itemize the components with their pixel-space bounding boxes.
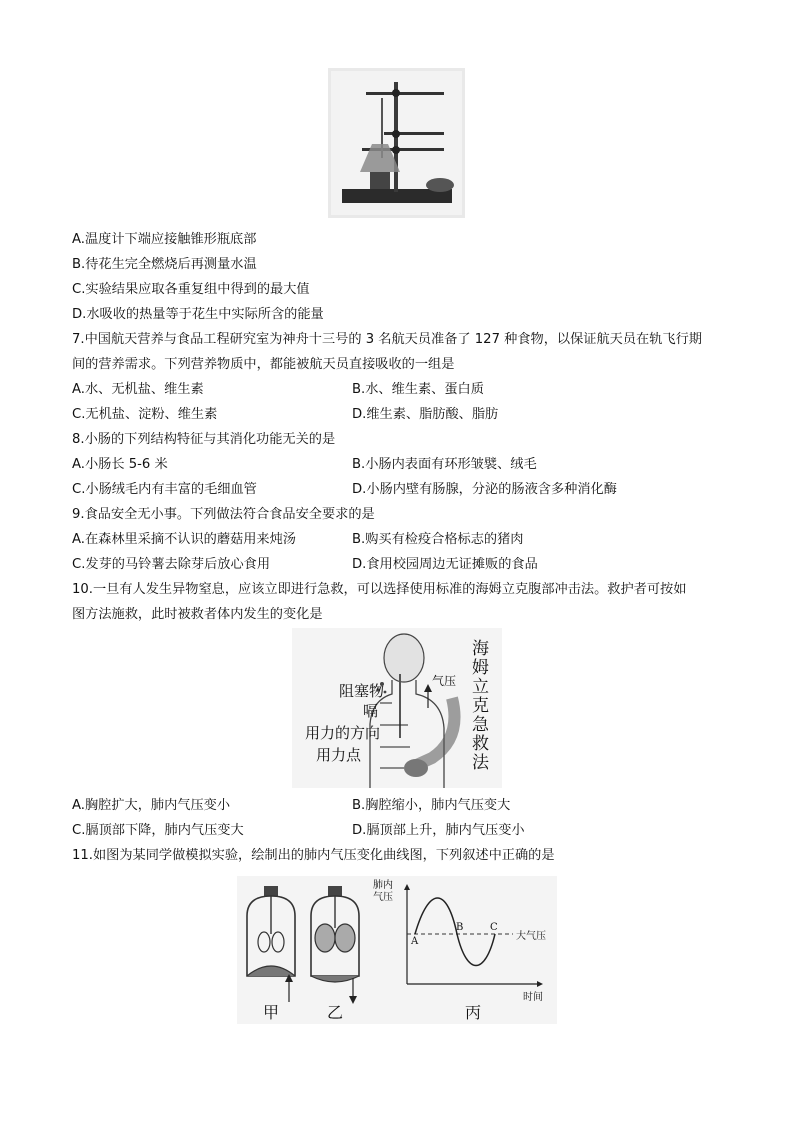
panel-label-bing: 丙 bbox=[465, 1003, 482, 1022]
q7-option-d: D.维生素、脂肪酸、脂肪 bbox=[352, 407, 499, 422]
q8-stem: 8.小肠的下列结构特征与其消化功能无关的是 bbox=[72, 432, 336, 447]
q9-option-b: B.购买有检疫合格标志的猪肉 bbox=[352, 532, 524, 547]
q8-option-c: C.小肠绒毛内有丰富的毛细血管 bbox=[72, 482, 257, 497]
heimlich-label-force-point: 用力点 bbox=[316, 746, 362, 764]
q6-option-b: B.待花生完全燃烧后再测量水温 bbox=[72, 257, 257, 272]
heimlich-label-obstruction: 阻塞物 bbox=[339, 682, 385, 700]
q7-option-c: C.无机盐、淀粉、维生素 bbox=[72, 407, 218, 422]
q10-option-a: A.胸腔扩大，肺内气压变小 bbox=[72, 798, 231, 813]
heimlich-figure bbox=[292, 628, 502, 788]
heimlich-label-hiccup: 嗝 bbox=[363, 702, 379, 720]
q10-option-c: C.膈顶部下降，肺内气压变大 bbox=[72, 823, 244, 838]
q9-option-a: A.在森林里采摘不认识的蘑菇用来炖汤 bbox=[72, 532, 296, 547]
q7-stem-line1: 7.中国航天营养与食品工程研究室为神舟十三号的 3 名航天员准备了 127 种食物，以保证航天员在轨飞行期 bbox=[72, 332, 702, 347]
lung-model-figure bbox=[237, 876, 557, 1024]
q11-stem: 11.如图为某同学做模拟实验，绘制出的肺内气压变化曲线图，下列叙述中正确的是 bbox=[72, 848, 555, 863]
q8-option-d: D.小肠内壁有肠腺，分泌的肠液含多种消化酶 bbox=[352, 482, 617, 497]
apparatus-figure bbox=[328, 68, 465, 218]
panel-label-jia: 甲 bbox=[263, 1003, 280, 1022]
x-axis-label: 时间 bbox=[523, 992, 543, 1003]
q7-option-b: B.水、维生素、蛋白质 bbox=[352, 382, 484, 397]
y-axis-label: 肺内气压 bbox=[373, 880, 393, 903]
curve-point-c: C bbox=[490, 922, 498, 933]
q10-option-b: B.胸腔缩小，肺内气压变大 bbox=[352, 798, 511, 813]
q10-stem-line2: 图方法施救，此时被救者体内发生的变化是 bbox=[72, 607, 323, 622]
q9-stem: 9.食品安全无小事。下列做法符合食品安全要求的是 bbox=[72, 507, 375, 522]
q6-option-c: C.实验结果应取各重复组中得到的最大值 bbox=[72, 282, 310, 297]
curve-point-a: A bbox=[411, 936, 419, 947]
curve-point-b: B bbox=[456, 922, 464, 933]
q8-option-b: B.小肠内表面有环形皱襞、绒毛 bbox=[352, 457, 537, 472]
q9-option-d: D.食用校园周边无证摊贩的食品 bbox=[352, 557, 538, 572]
heimlich-vertical-title: 海姆立克急救法 bbox=[472, 639, 489, 773]
q10-stem-line1: 10.一旦有人发生异物窒息，应该立即进行急救，可以选择使用标准的海姆立克腹部冲击法。救护者可按如 bbox=[72, 582, 687, 597]
q9-option-c: C.发芽的马铃薯去除芽后放心食用 bbox=[72, 557, 271, 572]
panel-label-yi: 乙 bbox=[327, 1003, 344, 1022]
q6-option-a: A.温度计下端应接触锥形瓶底部 bbox=[72, 232, 257, 247]
reference-line-label: 大气压 bbox=[516, 931, 546, 942]
q8-option-a: A.小肠长 5-6 米 bbox=[72, 457, 168, 472]
q6-option-d: D.水吸收的热量等于花生中实际所含的能量 bbox=[72, 307, 324, 322]
q7-option-a: A.水、无机盐、维生素 bbox=[72, 382, 204, 397]
heimlich-label-air: 气压 bbox=[432, 674, 457, 688]
q7-stem-line2: 间的营养需求。下列营养物质中，都能被航天员直接吸收的一组是 bbox=[72, 357, 455, 372]
heimlich-label-force-direction: 用力的方向 bbox=[305, 724, 381, 742]
q10-option-d: D.膈顶部上升，肺内气压变小 bbox=[352, 823, 525, 838]
